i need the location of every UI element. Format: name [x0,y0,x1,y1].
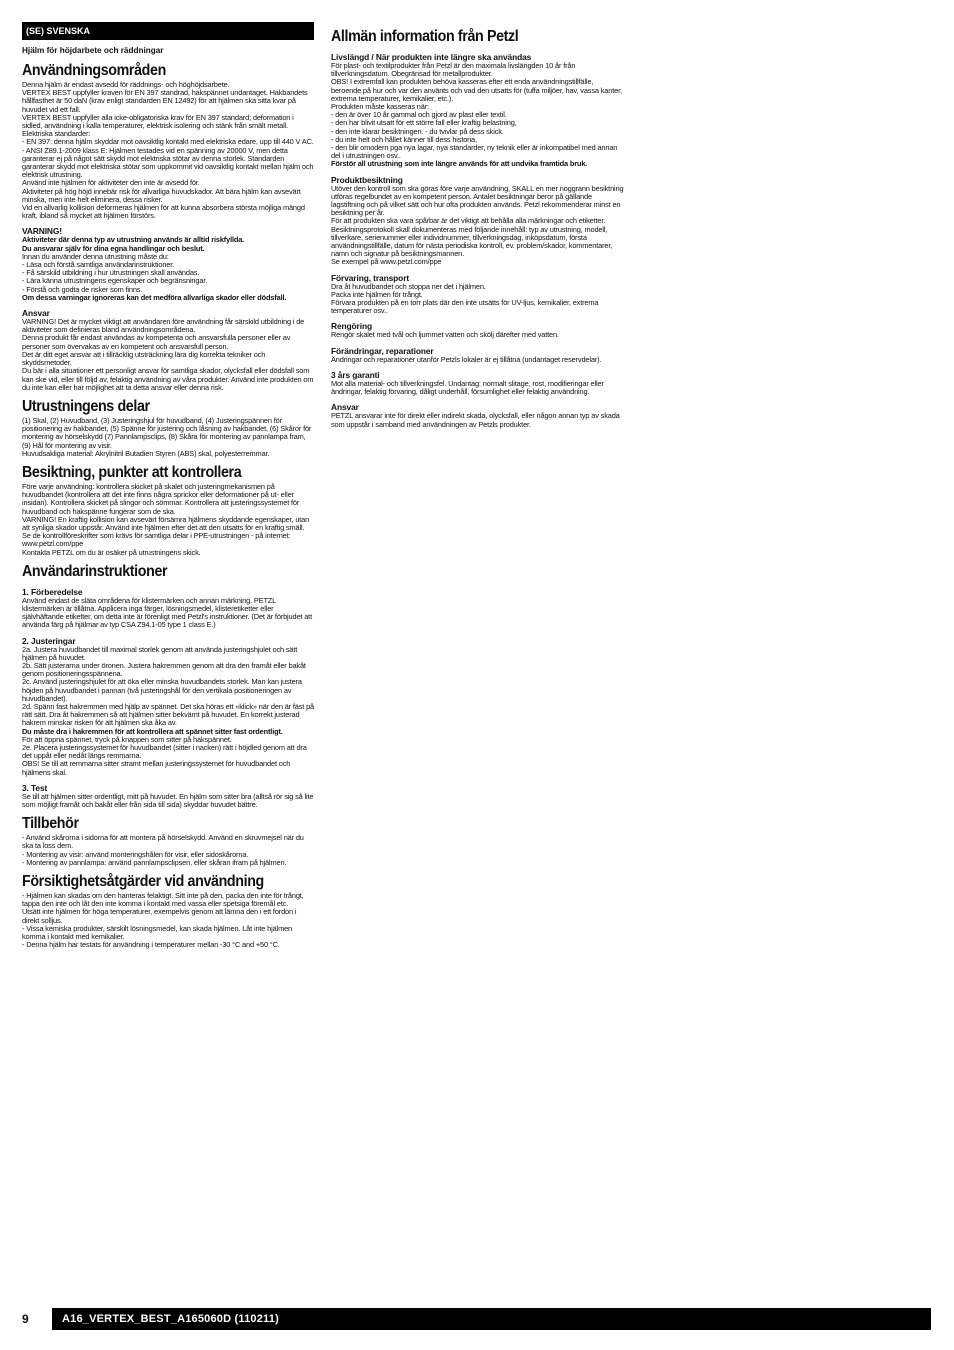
paragraph: Se till att hjälmen sitter ordentligt, mitt på huvudet. En hjälm som sitter bra (alltså rör sig så lite som möjligt framåt och bakåt eller från sida till sida) skyddar huvudet bättre. [22,791,314,810]
paragraph: Innan du använder denna utrustning måste du: - Läsa och förstå samtliga användarinstruktioner. - Få särskild utbildning i hur utrustningen skall användas. - Lära känna utrustningens egenskaper och begränsningar. - Förstå och godta de risker som finns. [22,251,208,294]
page-footer [22,1308,931,1330]
subheading-2-justeringar: 2. Justeringar [22,635,76,646]
page-number: 9 [22,1312,29,1326]
bold-paragraph: Förstör all utrustning som inte längre används för att undvika framtida bruk. [331,159,588,169]
document-code: A16_VERTEX_BEST_A165060D (110211) [62,1313,279,1325]
subheading-ansvar: Ansvar [22,308,50,319]
paragraph: Utöver den kontroll som ska göras före varje användning, SKALL en mer noggrann besiktning utföras regelbundet av en kompetent person. Antalet besiktningar beror på gällande lagstiftning och på vilket sätt och hur ofta produkten används. Petzl rekommenderar minst en besiktning per år. För att produkten ska vara spårbar är det viktigt att behålla alla märkningar och etiketter. Besiktningsprotokoll skall dokumenteras med följande innehåll: typ av utrustning, modell, tillverkare, serienummer eller individnummer, tillverkningsdag, inköpsdatum, första användningstillfälle, datum för nästa periodiska kontroll, ev. problem/skador, kommentarer, namn och signatur på besiktningsmannen. Se exempel på www.petzl.com/ppe [331,183,624,267]
subheading-livslangd-nar-produkten-inte-langre-ska-: Livslängd / När produkten inte längre ska användas [331,52,532,62]
paragraph: 2a. Justera huvudbandet till maximal storlek genom att använda justeringshjulet och sätt hjälmen på huvudet. 2b. Sätt justerarna under öronen. Justera hakremmen genom att dra den framåt eller bakåt genom positioneringsspännena. 2c. Använd justeringshjulet för att öka eller minska huvudbandets storlek. Man kan justera höjden på huvudbandet i pannan (två justeringshål för den vertikala positioneringen av huvudbandet). 2d. Spänn fast hakremmen med hjälp av spännet. Det ska höras ett «klick» när den är fäst på rätt sätt. Dra åt hakremmen så att hjälmen sitter bekvämt på huvudet. En korrekt justerad hakrem minskar risken för att hjälmen ska åka av. [22,644,315,728]
paragraph: Använd endast de släta områdena för klistermärken och annan märkning. PETZL klistermärken är tillåtna. Applicera inga färger, lösningsmedel, klisteretiketter eller självhäftande etiketter, om detta inte är förenligt med Petzl's instruktioner. (Det är förbjudet att använda färg på hjälmar av typ CSA Z94.1-05 type 1 class E.) [22,595,312,630]
paragraph: Rengör skalet med tvål och ljummet vatten och skölj därefter med vatten. [331,330,559,340]
bold-paragraph: Du måste dra i hakremmen för att kontrollera att spännet sitter fast ordentligt. [22,726,283,736]
section-heading-allman-information-fran-petzl: Allmän information från Petzl [331,28,519,45]
paragraph: VARNING! Det är mycket viktigt att användaren före användning får särskild utbildning i de aktiviteter som definieras bland användningsområdena. Denna produkt får endast användas av kompetenta och ansvarsfulla personer eller av personer som övervakas av en kompetent och ansvarsfull person. Det är ditt eget ansvar att i tillräcklig utsträckning lära dig korrekta tekniker och skyddsmetoder. Du bär i alla situationer ett personligt ansvar för samtliga skador, olycksfall eller dödsfall som kan ske vid, eller till följd av, felaktig användning av våra produkter. Använd inte produkten om du inte kan eller har möjlighet att ta detta ansvar eller denna risk. [22,317,314,392]
paragraph: - Hjälmen kan skadas om den hanteras felaktigt. Sitt inte på den, packa den inte för trångt, tappa den inte och låt den inte komma i kontakt med vassa eller spetsiga föremål etc. Utsätt inte hjälmen för höga temperaturer, exempelvis genom att lämna den i ett fordon i direkt solljus. - Vissa kemiska produkter, särskilt lösningsmedel, kan skada hjälmen. Låt inte hjälmen komma i kontakt med kemikalier. - Denna hjälm har testats för användning i temperaturer mellan -30 °C and +50 °C. [22,891,304,950]
bold-paragraph: Aktiviteter där denna typ av utrustning används är alltid riskfyllda. Du ansvarar själv för dina egna handlingar och beslut. [22,235,245,253]
section-heading-utrustningens-delar: Utrustningens delar [22,397,150,415]
subheading-ansvar: Ansvar [331,402,359,413]
subheading-varning: VARNING! [22,226,62,237]
left-column-body [22,62,314,949]
paragraph: Ändringar och reparationer utanför Petzls lokaler är ej tillåtna (undantaget reservdelar). [331,354,602,364]
paragraph: Denna hjälm är endast avsedd för räddnings- och höghöjdsarbete. VERTEX BEST uppfyller kraven för EN 397 standrad, hakspännet undantaget. Hakbandets hållfasthet är 50 daN (krav enligt standarden EN 12492) för att hjälmen ska sitta kvar på huvudet vid ett fall. VERTEX BEST uppfyller alla icke-obligatoriska krav för EN 397 standard; deformation i sidled, användning i kalla temperaturer, elektrisk isolering och stänk från smält metall. Elektriska standarder: - EN 397: denna hjälm skyddar mot oavsiktlig kontakt med elektriska edare, upp till 440 V AC. - ANSI Z89.1-2009 klass E: Hjälmen testades vid en spänning av 20000 V, men detta garanterar ej på något sätt skydd mot elektriska stötar av denna storlek. Standarden garanterar skydd mot elektriska stötar som uppkommit vid oavsiktlig kontakt mellan hjälm och elektrisk utrustning. Använd inte hjälmen för aktiviteter den inte är avsedd för. Aktiviteter på hög höjd innebär risk för allvarliga huvudskador. Att bära hjälm kan avsevärt minska, men inte helt eliminera, dessa risker. Vid en allvarlig kollision deformeras hjälmen för att kunna absorbera största möjliga mängd kraft, ibland så mycket att hjälmen förstörs. [22,80,314,221]
paragraph: För att öppna spännet, tryck på knappen som sitter på hakspännet. 2e. Placera justeringssystemet för huvudbandet (sitter i nacken) rätt i höjdled genom att dra det uppåt eller nedåt längs remmarna. OBS! Se till att remmarna sitter stramt mellan justeringssystemet för huvudbandet och hjälmens skal. [22,734,307,777]
language-label: (SE) SVENSKA [22,22,314,40]
paragraph: PETZL ansvarar inte för direkt eller indirekt skada, olycksfall, eller någon annan typ av skada som uppstår i samband med användningen av Petzls produkter. [331,411,620,429]
paragraph: (1) Skal, (2) Huvudband, (3) Justeringshjul för huvudband, (4) Justeringspännen för positionering av hakbandet, (5) Spänne för justering och låsning av hakbandet, (6) Skåror för montering av hörselskydd (7) Pannlampsclips, (8) Skåra för montering av pannlampa fram, (9) Hål för montering av visir. Huvudsakliga material: Akrylnitril Butadien Styren (ABS) skal, polyesterremmar. [22,415,312,458]
intro-line: Hjälm för höjdarbete och räddningar [22,46,164,55]
subheading-1-forberedelse: 1. Förberedelse [22,586,83,597]
footer-bar [52,1308,931,1330]
section-heading-anvandarinstruktioner: Användarinstruktioner [22,562,168,580]
paragraph: Före varje användning: kontrollera skicket på skalet och justeringmekanismen på huvudbandet (kontrollera att det inte finns några sprickor eller deformationer på ut- eller insidan). Kontrollera skicket på slingor och sömmar. Kontrollera att justeringssystemet för huvudband och hakspänne fungerar som de ska. VARNING! En kraftig kollision kan avsevärt försämra hjälmens skyddande egenskaper, utan att synliga skador uppstår. Använd inte hjälmen efter det att den utsatts för en kraftig smäll. Se de kontrollföreskrifter som krävs för samtliga delar i PPE-utrustningen - på internet: www.petzl.com/ppe Kontakta PETZL om du är osäker på utrustningens skick. [22,481,310,557]
right-column-body [331,28,625,429]
bold-paragraph: Om dessa varningar ignoreras kan det medföra allvarliga skador eller dödsfall. [22,292,287,302]
left-column [22,22,314,949]
paragraph: Dra åt huvudbandet och stoppa ner det i hjälmen. Packa inte hjälmen för trångt. Förvara produkten på en torr plats där den inte utsätts för UV-ljus, kemikalier, extrema temperaturer osv.. [331,281,599,316]
section-heading-anvandningsomraden: Användningsområden [22,62,166,79]
paragraph: - Använd skårorna i sidorna för att montera på hörselskydd. Använd en skruvmejsel när du ska ta loss dem. - Montering av visir: använd monteringshålen för visir, eller sidoskårorna. - Montering av pannlampa: använd pannlampsclipsen, eller skåran ifram på hjälmen. [22,833,304,867]
section-heading-besiktning-punkter-att-kontrollera: Besiktning, punkter att kontrollera [22,463,242,481]
subheading-forandringar-reparationer: Förändringar, reparationer [331,345,434,356]
paragraph: Mot alla material- och tillverkningsfel. Undantag: normalt slitage, rost, modifieringar eller ändringar, felaktig förvaring, dåligt underhåll, försumlighet eller felaktig användning. [331,378,604,397]
subheading-3-test: 3. Test [22,782,48,793]
section-heading-tillbehor: Tillbehör [22,815,79,833]
section-heading-forsiktighetsatgarder-vid-anvandning: Försiktighetsåtgärder vid användning [22,873,264,891]
right-column [331,22,625,429]
subheading-produktbesiktning: Produktbesiktning [331,174,403,185]
subheading-forvaring-transport: Förvaring, transport [331,272,410,283]
paragraph: För plast- och textilprodukter från Petzl är den maximala livslängden 10 år från tillverkningsdatum. Obegränsad för metallprodukter. OBS! I extremfall kan produkten behöva kasseras efter ett enda användningstillfälle, beroende på hur och var den använts och vad den utsatts för (tuffa miljöer, hav, vassa kanter, extrema temperaturer, kemikalier, etc.). Produkten måste kasseras när: - den är över 10 år gammal och gjord av plast eller textil. - den har blivit utsatt för ett större fall eller kraftig belastning, - den inte klarar besiktningen. - du tvivlar på dess skick. - du inte helt och hållet känner till dess historia, - den blir omodern pga nya lagar, nya standarder, ny teknik eller är inkompatibel med annan del i utrustningen osv.. [331,61,622,161]
subheading-3-ars-garanti: 3 års garanti [331,369,380,380]
subheading-rengoring: Rengöring [331,321,372,332]
